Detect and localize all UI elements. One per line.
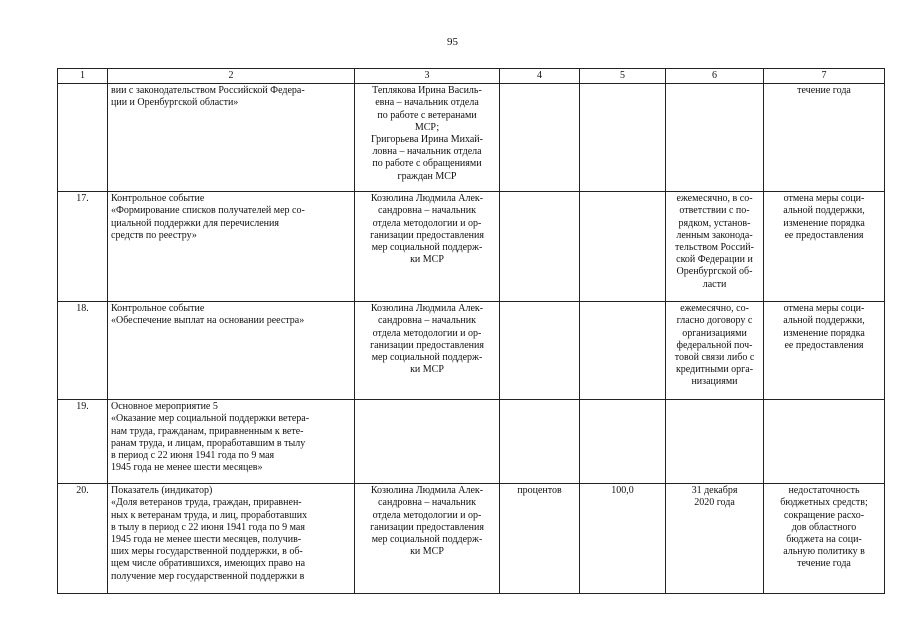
row-number: 19.: [58, 400, 108, 484]
measure-description: Основное мероприятие 5 «Оказание мер социальной поддержки ветера- нам труда, гражданам, приравненным к вете- ранам труда, и лицам, проработавшим в тылу в период с 22 июня 1941 года по 9 мая 1945 года не менее шести месяцев»: [108, 400, 355, 484]
page-number: 95: [447, 36, 458, 48]
row-number: 18.: [58, 302, 108, 400]
deadline-cell: [666, 400, 764, 484]
measure-description: Показатель (индикатор) «Доля ветеранов труда, граждан, приравнен- ных к ветеранам труда, и лиц, проработавших в тылу в период с 22 июня 1941 года по 9 мая 1945 года не менее шести месяцев, получив- ших меры государственной поддержки, в об- щем числе обратившихся, имеющих право на получение мер государственной поддержки в: [108, 484, 355, 594]
risks-cell: отмена меры соци- альной поддержки, изменение порядка ее предоставления: [764, 302, 885, 400]
unit-cell: процентов: [500, 484, 580, 594]
measures-table: [57, 68, 885, 594]
unit-cell: [500, 302, 580, 400]
measure-description: Контрольное событие «Обеспечение выплат на основании реестра»: [108, 302, 355, 400]
column-header: 5: [580, 69, 666, 84]
measure-description: вии с законодательством Российской Федера- ции и Оренбургской области»: [108, 84, 355, 192]
row-number: 17.: [58, 192, 108, 302]
value-cell: [580, 192, 666, 302]
deadline-cell: ежемесячно, в со- ответствии с по- рядком, установ- ленным законода- тельством Россий- ской Федерации и Оренбургской об- ласти: [666, 192, 764, 302]
table-row: [58, 192, 885, 302]
responsible-person: Козюлина Людмила Алек- сандровна – начальник отдела методологии и ор- ганизации предоставления мер социальной поддерж- ки МСР: [355, 302, 500, 400]
column-number-row: [58, 69, 885, 84]
deadline-cell: [666, 84, 764, 192]
value-cell: 100,0: [580, 484, 666, 594]
responsible-person: Теплякова Ирина Василь- евна – начальник отдела по работе с ветеранами МСР; Григорьева Ирина Михай- ловна – начальник отдела по работе с обращениями граждан МСР: [355, 84, 500, 192]
risks-cell: недостаточность бюджетных средств; сокращение расхо- дов областного бюджета на соци- альную политику в течение года: [764, 484, 885, 594]
unit-cell: [500, 192, 580, 302]
responsible-person: Козюлина Людмила Алек- сандровна – начальник отдела методологии и ор- ганизации предоставления мер социальной поддерж- ки МСР: [355, 484, 500, 594]
unit-cell: [500, 400, 580, 484]
risks-cell: течение года: [764, 84, 885, 192]
column-header: 7: [764, 69, 885, 84]
value-cell: [580, 84, 666, 192]
table-row: [58, 484, 885, 594]
column-header: 3: [355, 69, 500, 84]
row-number: [58, 84, 108, 192]
column-header: 6: [666, 69, 764, 84]
responsible-person: Козюлина Людмила Алек- сандровна – начальник отдела методологии и ор- ганизации предоставления мер социальной поддерж- ки МСР: [355, 192, 500, 302]
table-row: [58, 400, 885, 484]
table-row: [58, 84, 885, 192]
measure-description: Контрольное событие «Формирование списков получателей мер со- циальной поддержки для перечисления средств по реестру»: [108, 192, 355, 302]
column-header: 2: [108, 69, 355, 84]
risks-cell: отмена меры соци- альной поддержки, изменение порядка ее предоставления: [764, 192, 885, 302]
row-number: 20.: [58, 484, 108, 594]
value-cell: [580, 302, 666, 400]
responsible-person: [355, 400, 500, 484]
column-header: 1: [58, 69, 108, 84]
column-header: 4: [500, 69, 580, 84]
risks-cell: [764, 400, 885, 484]
table-row: [58, 302, 885, 400]
deadline-cell: 31 декабря 2020 года: [666, 484, 764, 594]
unit-cell: [500, 84, 580, 192]
value-cell: [580, 400, 666, 484]
deadline-cell: ежемесячно, со- гласно договору с организациями федеральной поч- товой связи либо с кредитными орга- низациями: [666, 302, 764, 400]
